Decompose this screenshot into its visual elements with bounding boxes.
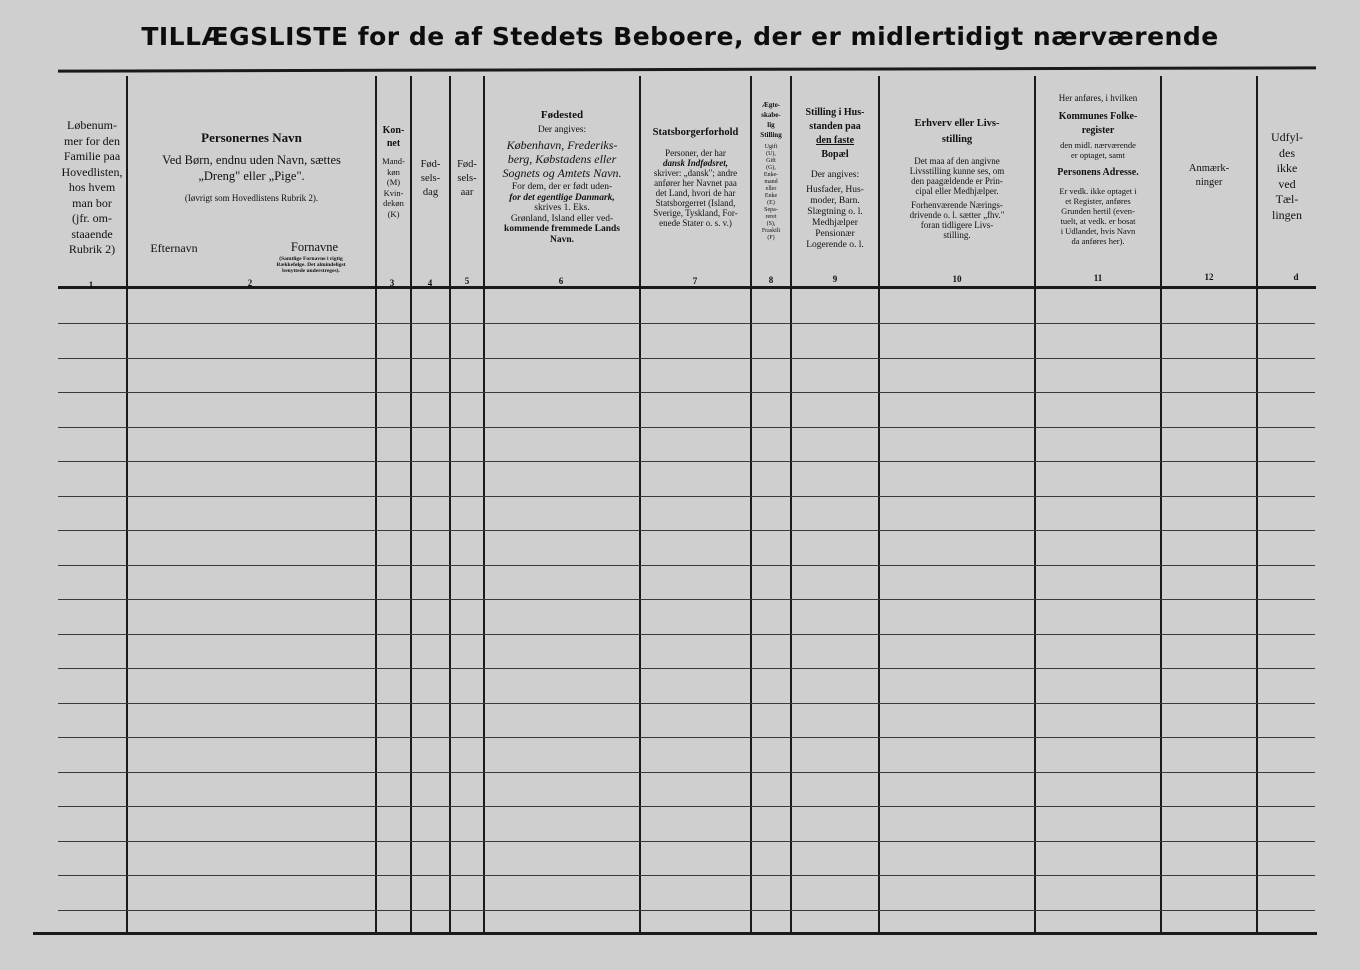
col9-line: Slægtning o. l.: [807, 207, 863, 217]
col4-line: dag: [422, 187, 439, 198]
col9-heading: den faste: [815, 135, 855, 146]
col7-line: Personer, der har: [665, 148, 726, 158]
col8-line: (E): [767, 200, 775, 206]
col10-line: den paagældende er Prin-: [911, 176, 1003, 186]
column-divider: [449, 76, 451, 932]
cold-line: ikke: [1276, 161, 1298, 175]
col6-heading: Fødested: [540, 109, 584, 121]
bottom-rule: [33, 932, 1317, 935]
form-title: TILLÆGSLISTE for de af Stedets Beboere, der er midlertidigt nærværende: [141, 22, 1219, 51]
col11-mid: den midl. nærværende: [1060, 140, 1136, 150]
col2-fornavne-note: [252, 256, 370, 274]
col1-line: Familie paa: [63, 149, 121, 163]
col11-header: [1036, 92, 1160, 246]
col6-line: Sognets og Amtets Navn.: [502, 166, 622, 180]
col3-heading: Kon-: [382, 125, 405, 136]
col8-line: (G),: [766, 165, 776, 171]
col11-line: i Udlandet, hvis Navn: [1060, 226, 1136, 236]
col10-line: stilling.: [943, 230, 971, 240]
col3-line: Mand-: [382, 156, 405, 166]
col12-heading: Anmærk-: [1188, 163, 1230, 174]
col2-line: „Dreng" eller „Pige".: [198, 169, 305, 183]
col6-line: skrives 1. Eks.: [534, 203, 590, 213]
cold-header: [1258, 130, 1316, 223]
row-line: [58, 772, 1315, 773]
top-rule: [58, 66, 1316, 72]
col9-line: Medhjælper: [812, 218, 858, 228]
col7-line: Sverige, Tyskland, For-: [653, 208, 738, 218]
col12-number: 12: [1204, 272, 1214, 282]
col7-line: enede Stater o. s. v.): [659, 218, 732, 228]
col8-line: eller: [765, 186, 777, 192]
col7-number: 7: [692, 276, 698, 286]
col5-line: Fød-: [457, 159, 477, 170]
col11-line: Er vedk. ikke optaget i: [1059, 186, 1137, 196]
row-line: [58, 530, 1315, 531]
col9-heading: standen paa: [809, 121, 861, 132]
col2-heading: Personernes Navn: [201, 130, 302, 145]
col2-header: [128, 130, 375, 204]
cold-line: ved: [1278, 176, 1296, 191]
col6-header: [485, 108, 639, 245]
col1-line: staaende: [71, 226, 113, 241]
col1-line: Hovedlisten,: [61, 164, 123, 179]
col8-line: mand: [764, 179, 778, 185]
col5-number: 5: [464, 276, 470, 286]
col10-line: Livsstilling kunne ses, om: [909, 166, 1005, 176]
col11-top: Her anføres, i hvilken: [1058, 93, 1138, 103]
cold-number: d: [1293, 272, 1299, 282]
col8-line: Fraskilt: [761, 228, 781, 234]
col3-line: (K): [387, 208, 400, 219]
note-line: benyttede understreges).: [282, 268, 340, 274]
col2-line: (Iøvrigt som Hovedlistens Rubrik 2).: [184, 193, 319, 203]
col2-line: Ved Børn, endnu uden Navn, sættes: [162, 153, 341, 167]
row-line: [58, 634, 1315, 635]
col10-line: Det maa af den angivne: [914, 156, 1000, 166]
row-line: [58, 668, 1315, 669]
col8-number: 8: [768, 275, 774, 285]
col9-line: Der angives:: [810, 170, 860, 180]
col5-header: [451, 158, 483, 200]
cold-line: Udfyl-: [1271, 130, 1303, 144]
col8-line: Gift: [766, 158, 776, 164]
col10-line: drivende o. l. sætter „fhv.": [909, 210, 1005, 220]
col6-line: Grønland, Island eller ved-: [510, 213, 614, 224]
col11-heading: Kommunes Folke-: [1058, 111, 1138, 122]
col5-line: aar: [460, 187, 474, 198]
col10-line: Forhenværende Nærings-: [911, 200, 1003, 210]
col9-header: [792, 106, 878, 251]
col8-line: Ugift: [764, 144, 778, 150]
col9-line: moder, Barn.: [810, 196, 860, 206]
col6-line: kommende fremmede Lands: [504, 224, 620, 234]
col7-heading: Statsborgerforhold: [652, 127, 739, 138]
cold-line: Tæl-: [1275, 192, 1299, 206]
col9-heading: Bopæl: [821, 149, 849, 160]
col4-line: sels-: [420, 173, 441, 184]
col9-line: Husfader, Hus-: [806, 185, 864, 195]
col3-line: dekøn: [383, 198, 404, 208]
col1-line: man bor: [72, 195, 112, 210]
note-line: (Samtlige Fornavne i rigtig: [279, 256, 343, 262]
col4-number: 4: [427, 278, 433, 288]
col2-fornavne: Fornavne: [290, 240, 339, 254]
col6-line: Navn.: [549, 234, 575, 245]
col1-line: Rubrik 2): [68, 242, 116, 256]
col8-heading: skabe-: [761, 111, 781, 119]
row-line: [58, 496, 1315, 497]
col8-line: reret: [765, 214, 777, 220]
row-line: [58, 841, 1315, 842]
row-line: [58, 461, 1315, 462]
col7-line: dansk Indfødsret,: [662, 158, 728, 168]
col1-line: Løbenum-: [67, 118, 117, 132]
col9-line: Logerende o. l.: [806, 240, 864, 250]
col12-heading: ninger: [1195, 177, 1223, 188]
col2-number: 2: [247, 278, 253, 288]
cold-line: des: [1279, 145, 1295, 160]
col9-number: 9: [832, 274, 838, 284]
col4-line: Fød-: [420, 159, 441, 170]
col7-line: anfører her Navnet paa: [654, 178, 737, 188]
col9-line: Pensionær: [815, 229, 855, 239]
row-line: [58, 806, 1315, 807]
row-line: [58, 565, 1315, 566]
col3-number: 3: [389, 278, 395, 288]
row-line: [58, 358, 1315, 359]
col7-line: skriver: „dansk"; andre: [653, 168, 738, 178]
col11-line: tuelt, at vedk. er bosat: [1060, 216, 1136, 226]
cold-line: lingen: [1272, 207, 1302, 222]
col10-heading: Erhverv eller Livs-: [914, 118, 1000, 129]
col10-line: foran tidligere Livs-: [920, 220, 994, 230]
col8-line: (S),: [766, 221, 776, 227]
col3-line: (M): [386, 177, 401, 187]
col6-line: København, Frederiks-: [506, 138, 618, 152]
col10-number: 10: [952, 274, 962, 284]
col7-line: Statsborgerret (Island,: [655, 198, 736, 208]
col5-line: sels-: [457, 173, 477, 184]
col6-line: Der angives:: [537, 125, 587, 135]
col2-efternavn: Efternavn: [150, 241, 198, 255]
row-line: [58, 427, 1315, 428]
col11-number: 11: [1093, 273, 1103, 283]
col8-line: Enke-: [763, 172, 779, 178]
col8-header: [752, 100, 790, 242]
col11-line: et Register, anføres: [1065, 196, 1131, 206]
col6-line: for det egentlige Danmark,: [509, 192, 615, 203]
row-line: [58, 323, 1315, 324]
column-divider: [410, 76, 412, 932]
col6-line: berg, Købstadens eller: [507, 152, 617, 166]
col10-heading: stilling: [941, 134, 973, 145]
note-line: Rækkefølge. Det almindeligst: [276, 262, 346, 268]
col1-header: [58, 118, 126, 258]
col6-number: 6: [558, 276, 564, 286]
row-line: [58, 737, 1315, 738]
col8-line: Sepa-: [764, 207, 778, 213]
col8-heading: lig: [767, 121, 775, 129]
col11-heading: register: [1081, 125, 1115, 136]
col8-heading: Stilling: [760, 131, 782, 139]
col10-line: cipal eller Medhjælper.: [915, 186, 999, 196]
row-line: [58, 875, 1315, 876]
col1-line: (jfr. om-: [72, 211, 112, 225]
col1-line: mer for den: [64, 133, 120, 148]
col8-line: (F): [767, 235, 775, 241]
col3-line: Kvin-: [383, 187, 404, 198]
col1-number: 1: [88, 280, 94, 290]
column-divider: [1160, 76, 1162, 932]
col8-line: Enke: [764, 193, 778, 199]
row-line: [58, 703, 1315, 704]
col11-mid: er optaget, samt: [1070, 150, 1126, 160]
col11-line: da anføres her).: [1071, 236, 1125, 246]
column-divider: [126, 76, 128, 932]
col7-header: [641, 126, 750, 228]
col3-header: [377, 124, 410, 219]
col11-line: Grunden hertil (even-: [1061, 206, 1135, 216]
row-line: [58, 910, 1315, 911]
col9-heading: Stilling i Hus-: [805, 107, 865, 118]
row-line: [58, 392, 1315, 393]
col3-heading: net: [386, 138, 401, 149]
col4-header: [412, 158, 449, 200]
col12-header: [1162, 162, 1256, 190]
col8-line: (U),: [766, 151, 776, 157]
col6-line: For dem, der er født uden-: [511, 182, 613, 192]
col10-header: [880, 116, 1034, 240]
col3-line: køn: [387, 166, 400, 177]
col1-line: hos hvem: [68, 180, 116, 194]
col8-heading: Ægte-: [761, 101, 781, 109]
col7-line: det Land, hvori de har: [655, 188, 736, 198]
col11-heading2: Personens Adresse.: [1057, 167, 1139, 178]
row-line: [58, 599, 1315, 600]
